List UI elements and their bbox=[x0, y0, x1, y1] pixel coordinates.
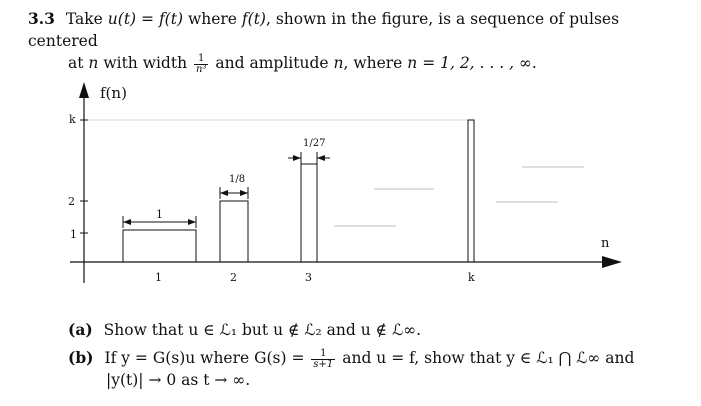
part-text: and u = f, show that y ∈ ℒ₁ ⋂ ℒ∞ and bbox=[342, 349, 635, 367]
problem-text: , where bbox=[343, 54, 403, 72]
problem-math: n bbox=[88, 54, 99, 72]
problem-text: with width bbox=[103, 54, 188, 72]
problem-line-2 bbox=[28, 52, 668, 75]
problem-parts bbox=[68, 320, 678, 398]
problem-math: n bbox=[333, 54, 344, 72]
part-b bbox=[68, 348, 678, 390]
problem-text: Take bbox=[65, 10, 103, 28]
fraction-denominator: n³ bbox=[196, 63, 207, 75]
pulse-nk bbox=[468, 120, 474, 262]
x-tick-label: 1 bbox=[155, 271, 162, 284]
problem-math: f(t) bbox=[241, 10, 266, 28]
width-arrowhead bbox=[220, 190, 228, 196]
pulse-n3 bbox=[301, 164, 317, 262]
problem-text: and amplitude bbox=[215, 54, 329, 72]
problem-text: at bbox=[68, 54, 84, 72]
problem-math: u(t) = f(t) bbox=[107, 10, 184, 28]
part-label: (b) bbox=[68, 348, 94, 367]
problem-text: , shown in the figure, is a sequence of pulses centered bbox=[28, 10, 620, 50]
y-axis-arrow bbox=[79, 82, 89, 98]
pulse-n1 bbox=[123, 230, 196, 262]
part-b-line-2 bbox=[68, 370, 678, 390]
part-text: |y(t)| → 0 as t → ∞. bbox=[106, 370, 251, 389]
part-text: Show that u ∈ ℒ₁ but u ∉ ℒ₂ and u ∉ ℒ∞. bbox=[103, 321, 422, 339]
width-label: 1 bbox=[156, 208, 163, 221]
pulse-n2 bbox=[220, 201, 248, 262]
problem-text: where bbox=[187, 10, 237, 28]
x-axis-label: n bbox=[601, 236, 610, 251]
fraction-numerator: 1 bbox=[194, 54, 208, 65]
fraction-numerator: 1 bbox=[311, 349, 335, 360]
width-arrowhead bbox=[293, 155, 301, 161]
part-a bbox=[68, 320, 678, 340]
problem-line-1 bbox=[28, 8, 668, 52]
part-text: If y = G(s)u where G(s) = bbox=[104, 349, 305, 367]
width-arrowhead bbox=[188, 219, 196, 225]
width-arrowhead bbox=[317, 155, 325, 161]
y-tick-label: 2 bbox=[68, 195, 75, 208]
transfer-fraction bbox=[311, 349, 335, 370]
width-arrowhead bbox=[240, 190, 248, 196]
width-label: 1/8 bbox=[229, 174, 246, 185]
part-label: (a) bbox=[68, 320, 93, 339]
y-tick-label: k bbox=[69, 113, 76, 126]
problem-number: 3.3 bbox=[28, 9, 55, 28]
x-tick-label: 2 bbox=[230, 271, 237, 284]
y-tick-label: 1 bbox=[70, 228, 77, 241]
x-axis-arrow bbox=[602, 256, 622, 268]
x-tick-label: 3 bbox=[305, 271, 312, 284]
fraction-denominator: s+1 bbox=[313, 358, 334, 370]
width-arrowhead bbox=[123, 219, 131, 225]
part-b-line-1 bbox=[68, 348, 678, 370]
width-fraction bbox=[194, 54, 208, 75]
x-tick-label: k bbox=[468, 271, 475, 284]
pulse-figure bbox=[0, 78, 701, 298]
width-label: 1/27 bbox=[303, 138, 326, 149]
problem-statement bbox=[28, 8, 668, 75]
y-axis-label: f(n) bbox=[100, 84, 127, 102]
problem-math: n = 1, 2, . . . , ∞. bbox=[407, 54, 537, 72]
